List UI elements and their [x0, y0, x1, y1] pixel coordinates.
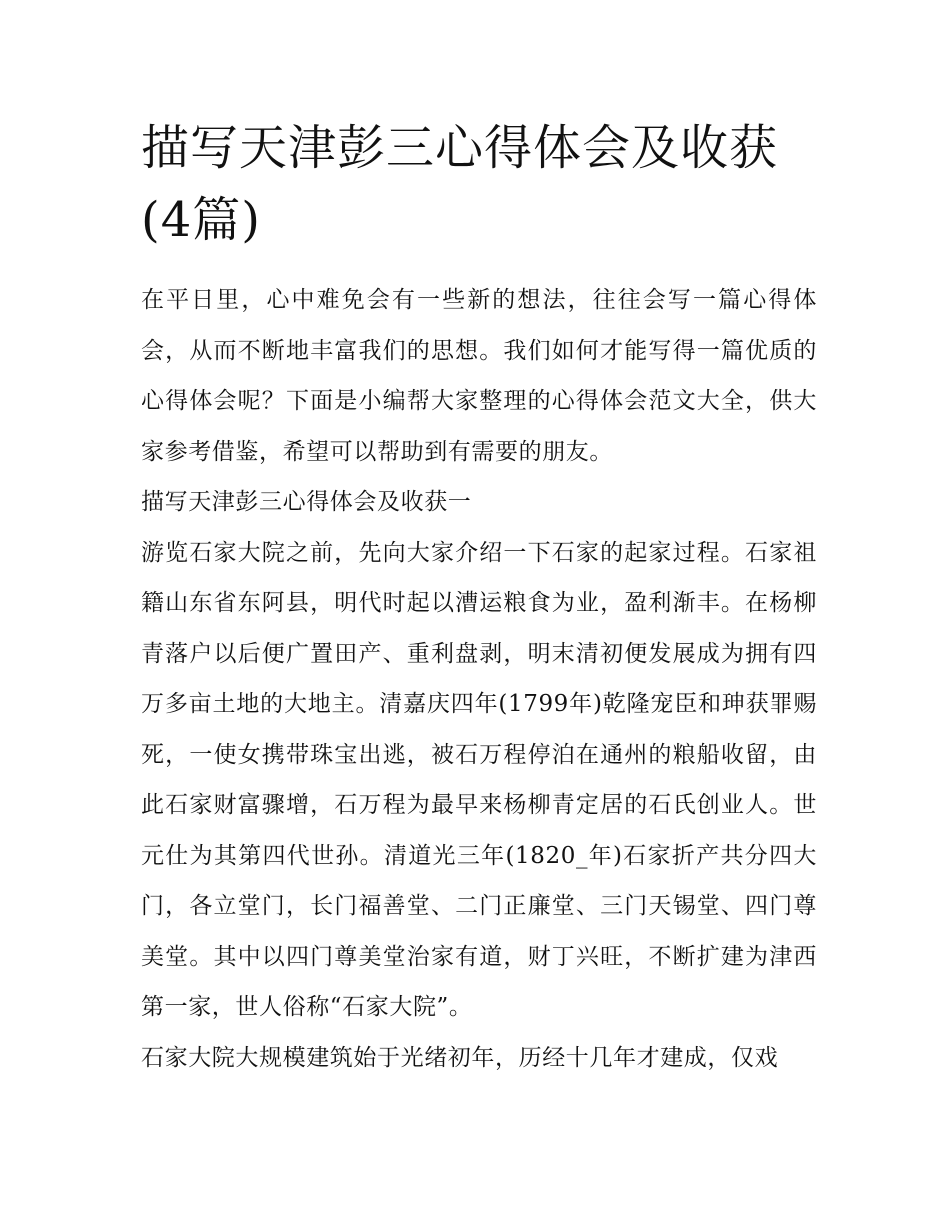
body-paragraph-2: 石家大院大规模建筑始于光绪初年，历经十几年才建成，仅戏: [141, 1044, 779, 1071]
document-title: 描写天津彭三心得体会及收获(4篇): [141, 120, 779, 248]
document-body: [141, 112, 817, 1083]
body-paragraph-1: 游览石家大院之前，先向大家介绍一下石家的起家过程。石家祖籍山东省东阿县，明代时起以漕运粮食为业，盈利渐丰。在杨柳青落户以后便广置田产、重利盘剥，明末清初便发展成为拥有四万多亩土地的大地主。清嘉庆四年(1799年)乾隆宠臣和珅获罪赐死，一使女携带珠宝出逃，被石万程停泊在通州的粮船收留，由此石家财富骤增，石万程为最早来杨柳青定居的石氏创业人。世元仕为其第四代世孙。清道光三年(1820_年)石家折产共分四大门，各立堂门，长门福善堂、二门正廉堂、三门天锡堂、四门尊美堂。其中以四门尊美堂治家有道，财丁兴旺，不断扩建为津西第一家，世人俗称“石家大院”。: [141, 539, 817, 1020]
intro-paragraph: 在平日里，心中难免会有一些新的想法，往往会写一篇心得体会，从而不断地丰富我们的思想。我们如何才能写得一篇优质的心得体会呢？下面是小编帮大家整理的心得体会范文大全，供大家参考借鉴，希望可以帮助到有需要的朋友。: [141, 287, 817, 465]
section-heading: 描写天津彭三心得体会及收获一: [141, 489, 472, 515]
